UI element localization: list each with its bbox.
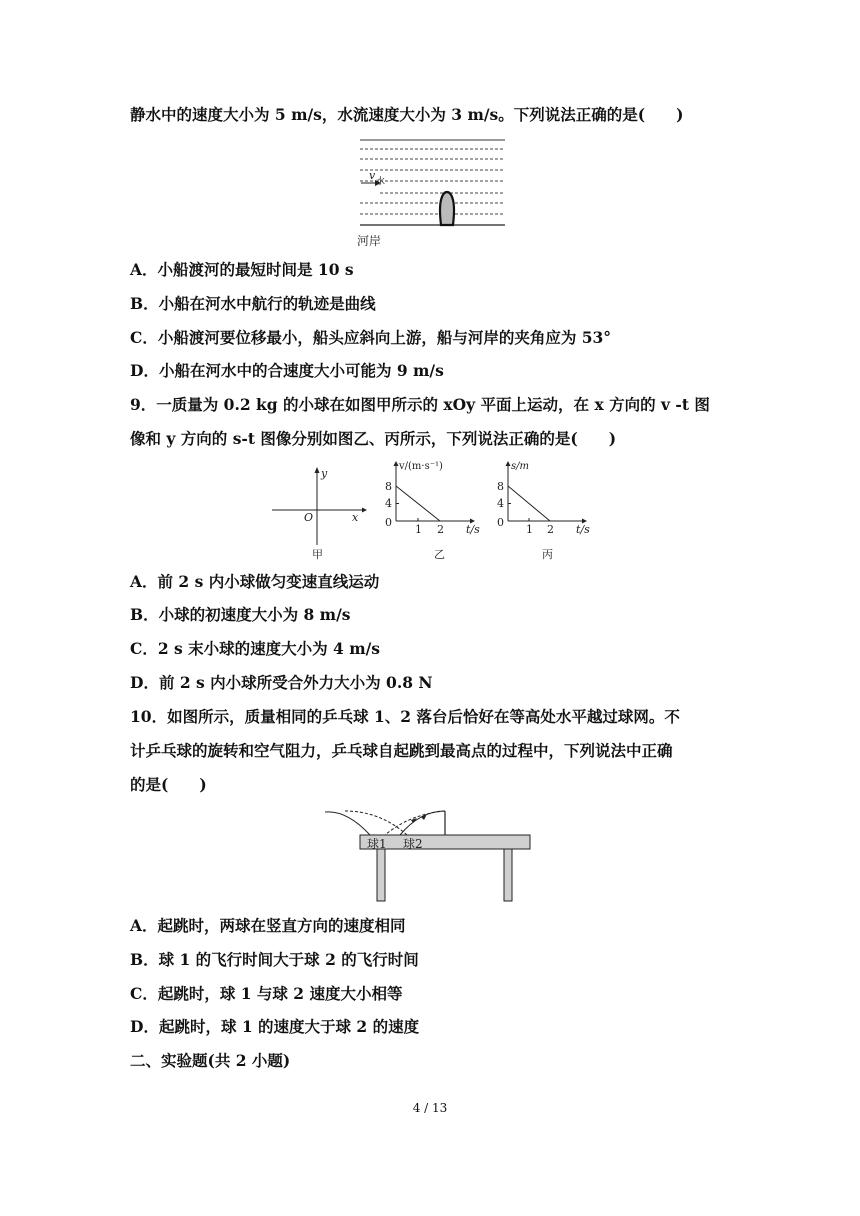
q8-option-d: D．小船在河水中的合速度大小可能为 9 m/s xyxy=(130,361,444,380)
jia-y-label: y xyxy=(321,467,328,480)
q9-option-a: A．前 2 s 内小球做匀变速直线运动 xyxy=(130,572,380,591)
jia-caption: 甲 xyxy=(312,548,323,561)
bing-tick-8: 8 xyxy=(497,480,504,493)
yi-caption: 乙 xyxy=(434,548,445,561)
bing-tick-0: 0 xyxy=(497,516,504,529)
q8-option-c: C．小船渡河要位移最小，船头应斜向上游，船与河岸的夹角应为 53° xyxy=(130,328,612,347)
yi-tick-8: 8 xyxy=(385,480,392,493)
q9-stem-line1: 9．一质量为 0.2 kg 的小球在如图甲所示的 xOy 平面上运动，在 x 方向的 v -t 图 xyxy=(130,395,710,414)
yi-tick-x2: 2 xyxy=(437,523,444,536)
q10-option-c: C．起跳时，球 1 与球 2 速度大小相等 xyxy=(130,984,403,1003)
q8-option-a: A．小船渡河的最短时间是 10 s xyxy=(130,260,354,279)
yi-tick-0: 0 xyxy=(385,516,392,529)
q10-stem-line2: 计乒乓球的旋转和空气阻力，乒乓球自起跳到最高点的过程中，下列说法中正确 xyxy=(130,741,673,760)
q9-stem-line2: 像和 y 方向的 s-t 图像分别如图乙、丙所示，下列说法正确的是( ) xyxy=(130,429,617,448)
figure-yi xyxy=(380,460,490,563)
table-tennis-figure xyxy=(325,806,535,906)
bing-tick-x1: 1 xyxy=(526,523,533,536)
q8-stem: 静水中的速度大小为 5 m/s，水流速度大小为 3 m/s。下列说法正确的是( ) xyxy=(130,105,684,124)
yi-x-label: t/s xyxy=(466,523,480,536)
bing-x-label: t/s xyxy=(576,523,590,536)
river-figure xyxy=(355,136,515,248)
q10-option-b: B．球 1 的飞行时间大于球 2 的飞行时间 xyxy=(130,950,419,969)
ball2-label: 球2 xyxy=(403,837,423,851)
q9-option-c: C．2 s 末小球的速度大小为 4 m/s xyxy=(130,639,381,658)
yi-line xyxy=(396,486,440,521)
bing-tick-x2: 2 xyxy=(547,523,554,536)
bank-label: 河岸 xyxy=(357,234,382,248)
q10-stem-line3: 的是( ) xyxy=(130,775,207,794)
water-velocity-label: v xyxy=(369,169,376,182)
page-number: 4 / 13 xyxy=(412,1101,448,1115)
ping-pong-table-diagram xyxy=(325,806,535,906)
section-heading: 二、实验题(共 2 小题) xyxy=(130,1051,291,1070)
figure-jia xyxy=(270,463,370,563)
yi-tick-4: 4 xyxy=(385,497,392,510)
q9-option-d: D．前 2 s 内小球所受合外力大小为 0.8 N xyxy=(130,673,433,692)
jia-x-label: x xyxy=(352,511,359,524)
bing-tick-4: 4 xyxy=(497,497,504,510)
q10-option-d: D．起跳时，球 1 的速度大于球 2 的速度 xyxy=(130,1017,420,1036)
yi-tick-x1: 1 xyxy=(415,523,422,536)
q9-option-b: B．小球的初速度大小为 8 m/s xyxy=(130,605,351,624)
ball1-label: 球1 xyxy=(367,837,387,851)
boat-icon xyxy=(440,192,454,225)
bing-y-label: s/m xyxy=(511,461,529,472)
bing-line xyxy=(508,486,550,521)
q8-option-b: B．小船在河水中航行的轨迹是曲线 xyxy=(130,294,376,313)
jia-origin-label: O xyxy=(304,511,314,524)
figure-bing xyxy=(492,460,602,563)
q10-stem-line1: 10．如图所示，质量相同的乒乓球 1、2 落台后恰好在等高处水平越过球网。不 xyxy=(130,707,680,726)
bing-caption: 丙 xyxy=(542,548,553,561)
yi-y-label: v/(m·s⁻¹) xyxy=(399,461,443,472)
q10-option-a: A．起跳时，两球在竖直方向的速度相同 xyxy=(130,916,406,935)
water-velocity-subscript: 水 xyxy=(376,177,386,187)
